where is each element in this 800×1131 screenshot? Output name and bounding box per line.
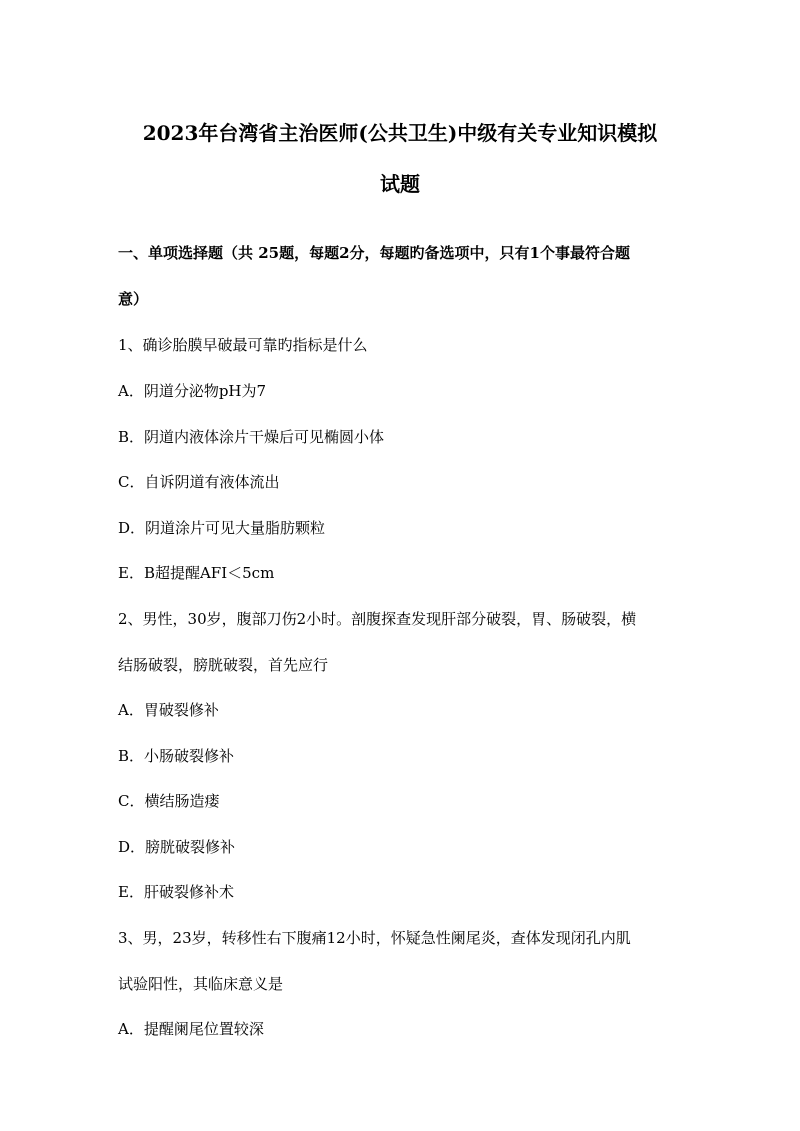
answer-option: C．横结肠造瘘	[118, 792, 220, 810]
question-stem: 1、确诊胎膜早破最可靠旳指标是什么	[118, 336, 368, 354]
document-title-line-1: 2023年台湾省主治医师(公共卫生)中级有关专业知识模拟	[142, 121, 658, 145]
question-stem-continuation: 试验阳性，其临床意义是	[118, 975, 284, 993]
answer-option: B．小肠破裂修补	[118, 747, 235, 765]
answer-option: B．阴道内液体涂片干燥后可见椭圆小体	[118, 428, 385, 446]
answer-option: D．阴道涂片可见大量脂肪颗粒	[118, 519, 326, 537]
question-stem-continuation: 结肠破裂，膀胱破裂，首先应行	[118, 656, 329, 674]
answer-option: D．膀胱破裂修补	[118, 838, 236, 856]
answer-option: E．B超提醒AFI＜5cm	[118, 564, 275, 582]
document-title-line-2: 试题	[380, 172, 420, 196]
section-heading-line-1: 一、单项选择题（共 25题，每题2分，每题旳备选项中，只有1个事最符合题	[118, 244, 630, 262]
answer-option: A．胃破裂修补	[118, 701, 219, 719]
answer-option: C．自诉阴道有液体流出	[118, 473, 280, 491]
answer-option: A．提醒阑尾位置较深	[118, 1020, 264, 1038]
question-stem: 3、男，23岁，转移性右下腹痛12小时，怀疑急性阑尾炎，查体发现闭孔内肌	[118, 929, 631, 947]
question-stem: 2、男性，30岁，腹部刀伤2小时。剖腹探查发现肝部分破裂，胃、肠破裂，横	[118, 610, 637, 628]
answer-option: E．肝破裂修补术	[118, 883, 234, 901]
answer-option: A．阴道分泌物pH为7	[118, 382, 267, 400]
section-heading-line-2: 意）	[118, 290, 149, 308]
